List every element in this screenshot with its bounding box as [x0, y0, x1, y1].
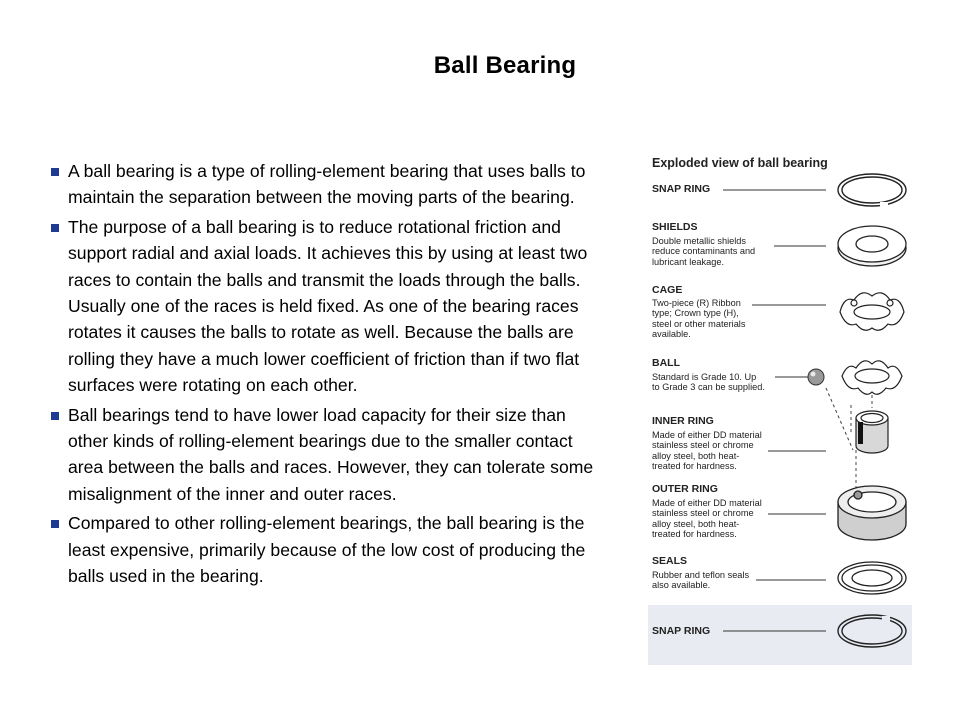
shields-drawing — [838, 226, 906, 266]
bullet-text: Ball bearings tend to have lower load capacity for their size than other kinds of rolling-element bearings due to the smaller contact area between the balls and races. However, they can tolerate some misalignment of the inner and outer races. — [68, 404, 594, 504]
label-ball: BALL — [652, 357, 680, 369]
seals-drawing — [838, 562, 906, 594]
bullet-list — [50, 158, 610, 593]
bullet-item — [50, 158, 610, 211]
bullet-square-icon — [51, 224, 59, 232]
snap-ring-top-drawing — [838, 174, 906, 208]
label-snap-ring: SNAP RING — [652, 183, 711, 195]
bullet-item — [50, 510, 610, 589]
label-shields: SHIELDS — [652, 221, 698, 233]
snap-ring-bottom-drawing — [838, 615, 906, 647]
desc-cage: Two-piece (R) Ribbon type; Crown type (H), steel or other materials available. — [652, 298, 746, 340]
bullet-square-icon — [51, 168, 59, 176]
bullet-square-icon — [51, 412, 59, 420]
bullet-item — [50, 402, 610, 508]
bullet-item — [50, 214, 610, 399]
figure-title: Exploded view of ball bearing — [652, 156, 828, 170]
bullet-text: A ball bearing is a type of rolling-element bearing that uses balls to maintain the separation between the moving parts of the bearing. — [68, 161, 586, 208]
outer-ring-drawing — [838, 486, 906, 540]
exploded-view-figure — [648, 150, 912, 665]
label-outer-ring: OUTER RING — [652, 483, 718, 495]
label-seals: SEALS — [652, 555, 688, 567]
label-cage: CAGE — [652, 284, 683, 296]
cage-upper-drawing — [840, 293, 904, 330]
bullet-text: The purpose of a ball bearing is to reduce rotational friction and support radial and axial loads. It achieves this by using at least two races to contain the balls and transmit the loads through the balls. Usually one of the races is held fixed. As one of the bearing races rotates it causes the balls to rotate as well. Because the balls are rolling they have a much lower coefficient of friction than if two flat surfaces were rotating on each other. — [68, 216, 588, 396]
desc-inner-ring: Made of either DD material stainless steel or chrome alloy steel, both heat- treated for hardness. — [652, 430, 762, 472]
slide-title: Ball Bearing — [433, 52, 577, 79]
cage-lower-drawing — [842, 361, 902, 394]
bullet-text: Compared to other rolling-element bearings, the ball bearing is the least expensive, primarily because of the low cost of producing the balls used in the bearing. — [68, 513, 586, 587]
desc-seals: Rubber and teflon seals also available. — [652, 570, 750, 591]
label-snap-ring-bottom: SNAP RING — [652, 625, 711, 637]
desc-shields: Double metallic shields reduce contaminants and lubricant leakage. — [652, 236, 756, 267]
ball-drawing — [808, 369, 824, 385]
inner-ring-drawing — [856, 411, 888, 453]
desc-ball: Standard is Grade 10. Up to Grade 3 can be supplied. — [652, 372, 765, 393]
label-inner-ring: INNER RING — [652, 415, 714, 427]
bullet-square-icon — [51, 520, 59, 528]
desc-outer-ring: Made of either DD material stainless steel or chrome alloy steel, both heat- treated for hardness. — [652, 498, 762, 540]
